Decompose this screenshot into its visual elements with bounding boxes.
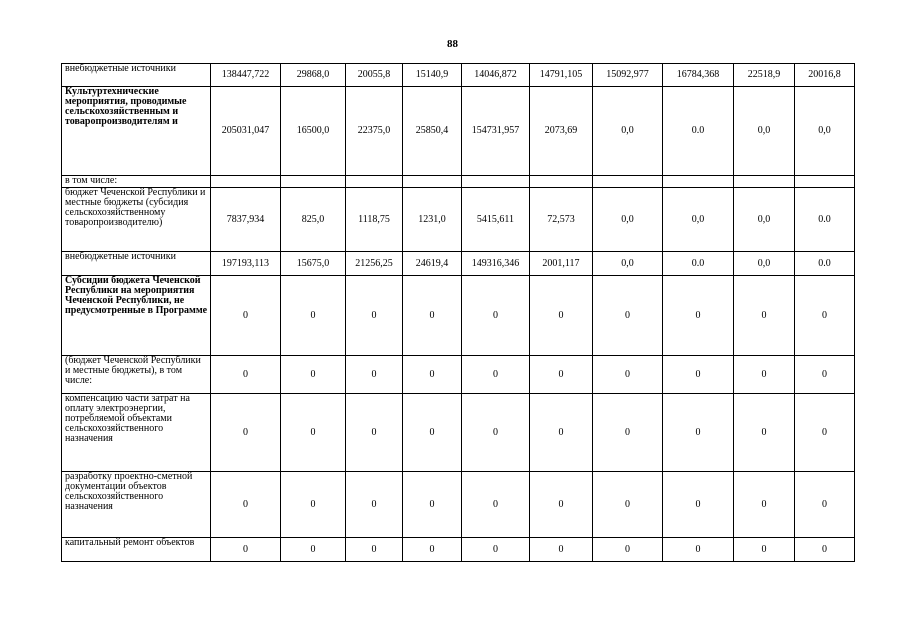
- value-cell: 0: [211, 472, 281, 538]
- value-cell: [530, 176, 593, 188]
- value-cell: 0: [663, 472, 734, 538]
- value-cell: 0.0: [795, 188, 855, 252]
- value-cell: [281, 176, 346, 188]
- value-cell: 0: [795, 394, 855, 472]
- value-cell: 0,0: [734, 87, 795, 176]
- value-cell: 0: [281, 276, 346, 356]
- value-cell: 25850,4: [403, 87, 462, 176]
- value-cell: 14791,105: [530, 64, 593, 87]
- value-cell: 0: [663, 356, 734, 394]
- table-row: [62, 472, 855, 538]
- value-cell: 29868,0: [281, 64, 346, 87]
- value-cell: 15140,9: [403, 64, 462, 87]
- value-cell: 0: [281, 538, 346, 562]
- value-cell: 0: [663, 394, 734, 472]
- value-cell: 0,0: [734, 252, 795, 276]
- table-row: [62, 87, 855, 176]
- value-cell: [211, 176, 281, 188]
- value-cell: 205031,047: [211, 87, 281, 176]
- value-cell: 0,0: [663, 188, 734, 252]
- value-cell: 149316,346: [462, 252, 530, 276]
- value-cell: 0: [530, 538, 593, 562]
- value-cell: 0: [530, 276, 593, 356]
- value-cell: 0: [403, 394, 462, 472]
- value-cell: 0: [462, 394, 530, 472]
- value-cell: 197193,113: [211, 252, 281, 276]
- value-cell: 0,0: [795, 87, 855, 176]
- table-row: [62, 356, 855, 394]
- funding-table: [61, 63, 855, 562]
- value-cell: 0: [462, 538, 530, 562]
- value-cell: 72,573: [530, 188, 593, 252]
- value-cell: 7837,934: [211, 188, 281, 252]
- value-cell: 0: [795, 538, 855, 562]
- value-cell: 15092,977: [593, 64, 663, 87]
- value-cell: 0: [530, 472, 593, 538]
- row-label: внебюджетные источники: [62, 64, 211, 87]
- table-row: [62, 188, 855, 252]
- value-cell: 0: [281, 472, 346, 538]
- value-cell: 21256,25: [346, 252, 403, 276]
- row-label: компенсацию части затрат на оплату электроэнергии, потребляемой объектами сельскохозяйственного назначения: [62, 394, 211, 472]
- value-cell: 0: [211, 394, 281, 472]
- value-cell: [663, 176, 734, 188]
- value-cell: 0: [211, 538, 281, 562]
- value-cell: 0: [281, 394, 346, 472]
- value-cell: 0: [530, 394, 593, 472]
- value-cell: [346, 176, 403, 188]
- value-cell: 16784,368: [663, 64, 734, 87]
- value-cell: 20016,8: [795, 64, 855, 87]
- table-row: [62, 394, 855, 472]
- row-label: разработку проектно-сметной документации объектов сельскохозяйственного назначения: [62, 472, 211, 538]
- value-cell: 14046,872: [462, 64, 530, 87]
- value-cell: 16500,0: [281, 87, 346, 176]
- row-label: капитальный ремонт объектов: [62, 538, 211, 562]
- table-row: [62, 64, 855, 87]
- value-cell: 0: [346, 276, 403, 356]
- value-cell: [734, 176, 795, 188]
- value-cell: 22518,9: [734, 64, 795, 87]
- value-cell: [795, 176, 855, 188]
- table-row: [62, 276, 855, 356]
- value-cell: [403, 176, 462, 188]
- table-row: [62, 252, 855, 276]
- value-cell: 0: [403, 276, 462, 356]
- value-cell: 0: [462, 356, 530, 394]
- value-cell: 20055,8: [346, 64, 403, 87]
- row-label: Культуртехнические мероприятия, проводимые сельскохозяйственным и товаропроизводителям и: [62, 87, 211, 176]
- value-cell: 0: [734, 276, 795, 356]
- value-cell: 0: [734, 538, 795, 562]
- value-cell: 0: [663, 538, 734, 562]
- value-cell: 0: [281, 356, 346, 394]
- value-cell: 0: [346, 394, 403, 472]
- value-cell: 0: [593, 394, 663, 472]
- value-cell: 0: [346, 356, 403, 394]
- value-cell: [462, 176, 530, 188]
- value-cell: 0: [530, 356, 593, 394]
- value-cell: 0,0: [593, 188, 663, 252]
- value-cell: 0.0: [795, 252, 855, 276]
- value-cell: 0: [734, 394, 795, 472]
- value-cell: 2001,117: [530, 252, 593, 276]
- value-cell: 5415,611: [462, 188, 530, 252]
- value-cell: 0: [346, 538, 403, 562]
- value-cell: 24619,4: [403, 252, 462, 276]
- row-label: Субсидии бюджета Чеченской Республики на мероприятия Чеченской Республики, не предусмотренные в Программе: [62, 276, 211, 356]
- value-cell: 0: [462, 276, 530, 356]
- value-cell: 0: [403, 356, 462, 394]
- value-cell: 0,0: [593, 252, 663, 276]
- value-cell: 0: [403, 538, 462, 562]
- row-label: в том числе:: [62, 176, 211, 188]
- value-cell: 0: [663, 276, 734, 356]
- value-cell: 0: [795, 356, 855, 394]
- value-cell: 0: [593, 276, 663, 356]
- value-cell: 1231,0: [403, 188, 462, 252]
- value-cell: 154731,957: [462, 87, 530, 176]
- value-cell: 2073,69: [530, 87, 593, 176]
- value-cell: 0: [211, 356, 281, 394]
- table-row: [62, 538, 855, 562]
- value-cell: 0: [593, 356, 663, 394]
- value-cell: 0: [462, 472, 530, 538]
- row-label: внебюджетные источники: [62, 252, 211, 276]
- value-cell: [593, 176, 663, 188]
- value-cell: 0,0: [734, 188, 795, 252]
- value-cell: 0.0: [663, 252, 734, 276]
- value-cell: 0: [211, 276, 281, 356]
- value-cell: 0: [734, 472, 795, 538]
- row-label: бюджет Чеченской Республики и местные бюджеты (субсидия сельскохозяйственному товаропроизводителю): [62, 188, 211, 252]
- value-cell: 22375,0: [346, 87, 403, 176]
- value-cell: 0: [795, 276, 855, 356]
- value-cell: 0: [734, 356, 795, 394]
- value-cell: 0: [593, 472, 663, 538]
- value-cell: 0: [346, 472, 403, 538]
- value-cell: 15675,0: [281, 252, 346, 276]
- row-label: (бюджет Чеченской Республики и местные бюджеты), в том числе:: [62, 356, 211, 394]
- value-cell: 0.0: [663, 87, 734, 176]
- table-row: [62, 176, 855, 188]
- page-number: 88: [447, 38, 458, 50]
- value-cell: 1118,75: [346, 188, 403, 252]
- value-cell: 825,0: [281, 188, 346, 252]
- value-cell: 138447,722: [211, 64, 281, 87]
- value-cell: 0: [403, 472, 462, 538]
- value-cell: 0: [795, 472, 855, 538]
- value-cell: 0: [593, 538, 663, 562]
- value-cell: 0,0: [593, 87, 663, 176]
